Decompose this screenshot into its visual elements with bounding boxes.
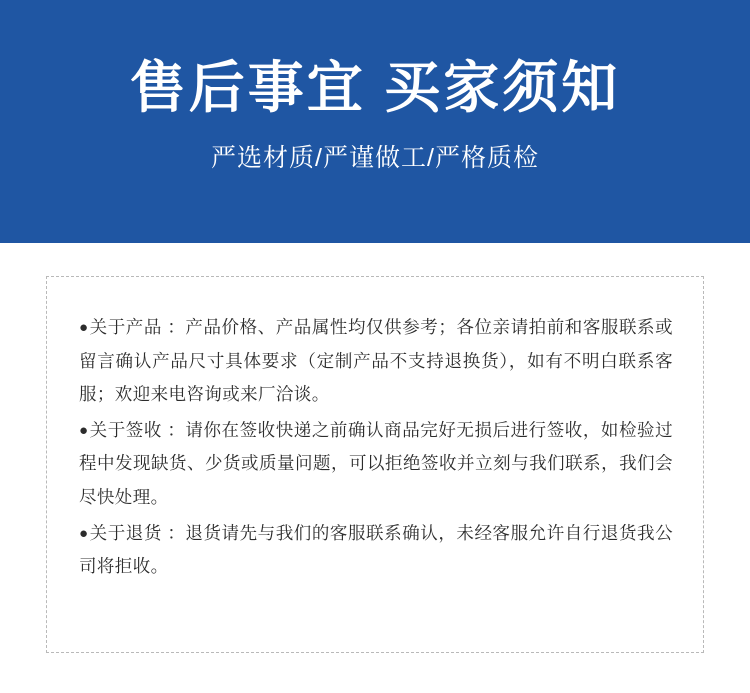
notice-text: 退货请先与我们的客服联系确认，未经客服允许自行退货我公司将拒收。 (79, 522, 674, 577)
notice-item-receipt (79, 414, 673, 515)
notice-box (46, 276, 704, 653)
notice-label: 关于退货 ： (89, 522, 186, 543)
notice-text: 产品价格、产品属性均仅供参考；各位亲请拍前和客服联系或留言确认产品尺寸具体要求（定制产品不支持退换货），如有不明白联系客服；欢迎来电咨询或来厂洽谈。 (79, 317, 674, 405)
page-title: 售后事宜 买家须知 (129, 56, 621, 120)
content-area (0, 243, 750, 693)
page-subtitle: 严选材质/严谨做工/严格质检 (211, 143, 539, 172)
notice-label: 关于签收 ： (89, 419, 186, 440)
notice-item-product (79, 311, 673, 412)
notice-text: 请你在签收快递之前确认商品完好无损后进行签收，如检验过程中发现缺货、少货或质量问题，可以拒绝签收并立刻与我们联系，我们会尽快处理。 (79, 419, 674, 507)
notice-label: 关于产品 ： (89, 317, 186, 337)
bullet-icon: ● (79, 524, 89, 542)
notice-item-return (79, 517, 673, 584)
bullet-icon: ● (79, 319, 89, 336)
banner-header (0, 0, 750, 243)
bullet-icon: ● (79, 421, 89, 439)
